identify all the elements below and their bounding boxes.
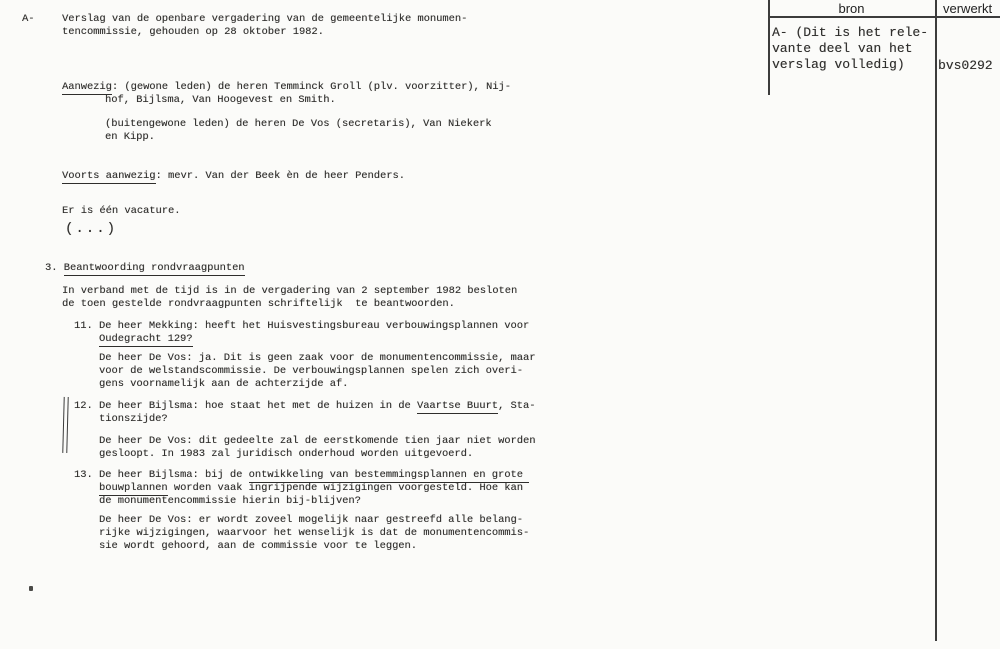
attendance-line: hof, Bijlsma, Van Hoogevest en Smith. [105,94,336,106]
item13-answer-line: rijke wijzigingen, waarvoor het wenselijk is dat de monumentencommis- [99,527,530,539]
stamp-column-bron-header: bron [838,1,865,16]
item13-question-line: de monumentencommissie hierin bij-blijven? [99,495,361,507]
stamp-verwerkt-code: bvs0292 [938,58,993,73]
attendance-label: Aanwezig [62,81,112,93]
ink-speck [29,586,33,591]
margin-label: A- [22,13,35,25]
item11-answer-line: De heer De Vos: ja. Dit is geen zaak voor de monumentencommissie, maar [99,352,536,364]
stamp-table-column-divider [935,0,937,641]
vacancy-line: Er is één vacature. [62,205,181,217]
stamp-table-header-rule [768,16,1000,18]
item11-question-line: 11. De heer Mekking: heeft het Huisvestingsbureau verbouwingsplannen voor [74,320,530,332]
stamp-bron-note-line: A- (Dit is het rele- [772,25,929,40]
title-line: Verslag van de openbare vergadering van de gemeentelijke monumen- [62,13,468,25]
item13-question-line: bouwplannen worden vaak ingrijpende wijzigingen voorgesteld. Hoe kan [99,482,524,494]
ellipsis-line: (...) [65,221,118,237]
margin-mark-line [66,397,69,453]
margin-mark-line [62,397,65,453]
item12-neighbourhood-underlined: Vaartse Buurt [416,400,499,412]
item13-question-line: 13. De heer Bijlsma: bij de ontwikkeling van bestemmingsplannen en grote [74,469,530,481]
item12-question-line: tionszijde? [99,413,168,425]
stamp-column-verwerkt-header: verwerkt [943,1,993,16]
stamp-bron-note-line: verslag volledig) [772,57,905,72]
section-number: 3. [45,262,64,274]
section-intro-line: In verband met de tijd is in de vergadering van 2 september 1982 besloten [62,285,518,297]
item12-answer-line: gesloopt. In 1983 zal juridisch onderhoud worden uitgevoerd. [99,448,474,460]
item13-answer-line: sie wordt gehoord, aan de commissie voor te leggen. [99,540,418,552]
attendance-line: en Kipp. [105,131,155,143]
voorts-aanwezig-label: Voorts aanwezig [62,170,156,182]
stamp-bron-note-line: vante deel van het [772,41,913,56]
item11-answer-line: voor de welstandscommissie. De verbouwingsplannen spelen zich overi- [99,365,524,377]
item11-answer-line: gens voornamelijk aan de achterzijde af. [99,378,349,390]
item13-answer-line: De heer De Vos: er wordt zoveel mogelijk naar gestreefd alle belang- [99,514,524,526]
item12-question-line: 12. De heer Bijlsma: hoe staat het met de huizen in de Vaartse Buurt, Sta- [74,400,536,412]
title-line: tencommissie, gehouden op 28 oktober 1982. [62,26,324,38]
attendance-line: (buitengewone leden) de heren De Vos (secretaris), Van Niekerk [105,118,492,130]
item13-topic-underlined: bouwplannen [99,482,168,494]
item13-topic-underlined: ontwikkeling van bestemmingsplannen en grote [248,469,530,481]
section-intro-line: de toen gestelde rondvraagpunten schriftelijk te beantwoorden. [62,298,455,310]
voorts-aanwezig-line: Voorts aanwezig: mevr. Van der Beek èn de heer Penders. [62,170,405,182]
item11-question-line [99,333,193,346]
section-heading [45,262,245,275]
item11-address-underlined: Oudegracht 129? [99,333,193,345]
attendance-line: Aanwezig: (gewone leden) de heren Temminck Groll (plv. voorzitter), Nij- [62,81,511,93]
item12-answer-line: De heer De Vos: dit gedeelte zal de eerstkomende tien jaar niet worden [99,435,536,447]
margin-emphasis-mark [62,397,69,453]
section-title: Beantwoording rondvraagpunten [63,262,245,274]
